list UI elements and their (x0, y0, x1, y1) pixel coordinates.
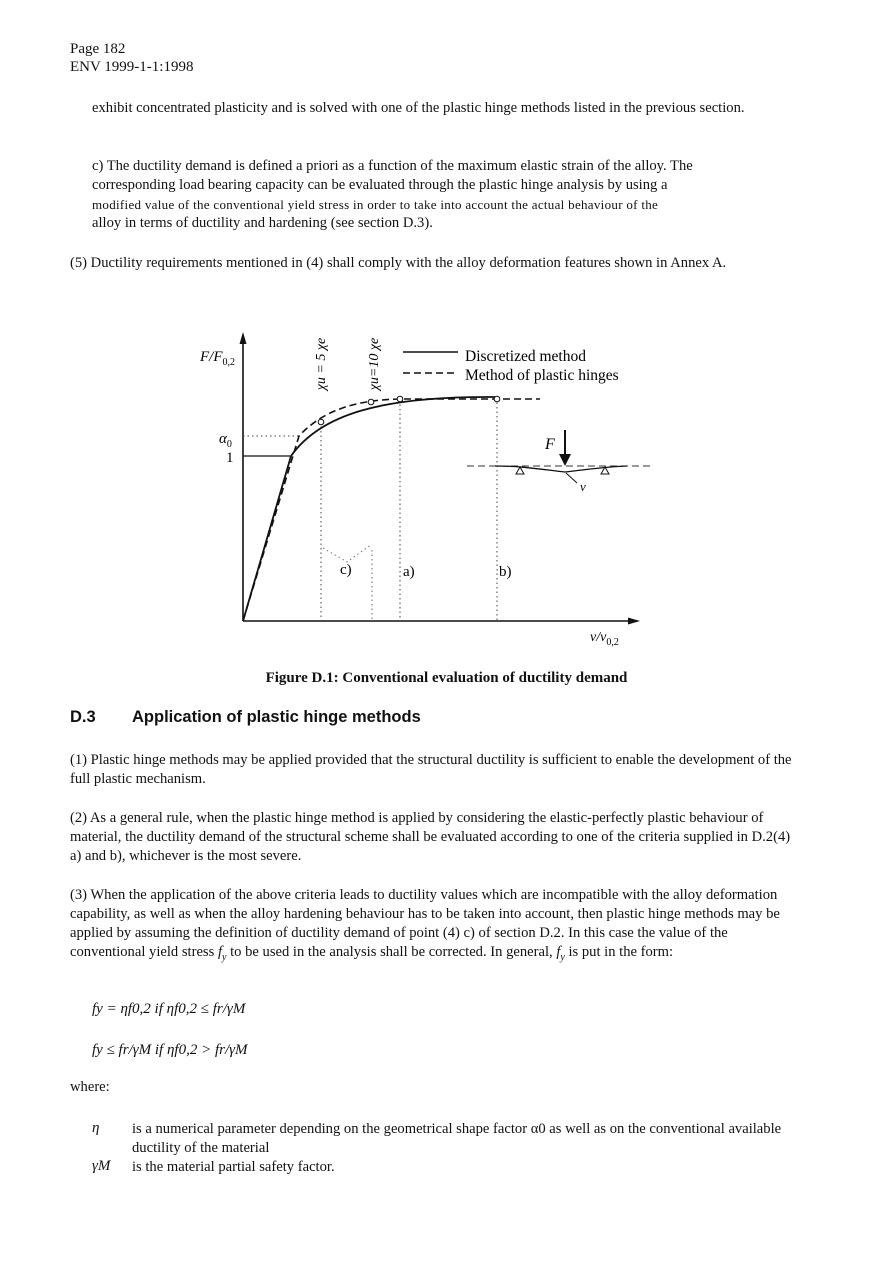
legend-solid-text: Discretized method (465, 348, 586, 365)
continued-paragraph: exhibit concentrated plasticity and is solved with one of the plastic hinge methods listed in the previous section. (92, 100, 745, 116)
mark-a: a) (403, 564, 415, 580)
paragraph-c-line: c) The ductility demand is defined a priori as a function of the maximum elastic strain of the alloy. The (92, 158, 693, 174)
mark-b: b) (499, 564, 512, 580)
definition-symbol: γM (92, 1158, 111, 1174)
paragraph-c-line: alloy in terms of ductility and hardening (see section D.3). (92, 215, 433, 231)
chi5-label: χu = 5 χe (314, 337, 329, 391)
body-paragraph-2: (2) As a general rule, when the plastic hinge method is applied by considering the elastic-perfectly plastic behaviour of material, the ductility demand of the structural scheme shall be evaluated according to one of the criteria supplied in D.2(4) a) and b), whichever is the most severe. (70, 810, 791, 864)
body-paragraph-3-part: is put in the form: (564, 944, 674, 960)
curve-marker (494, 396, 500, 402)
ductility-figure (0, 300, 893, 700)
section-title: Application of plastic hinge methods (132, 708, 421, 726)
equation-2: fy ≤ fr/γM if ηf0,2 > fr/γM (92, 1042, 248, 1058)
deflection-pointer (566, 473, 577, 483)
force-arrow-icon (559, 454, 571, 466)
y-axis-label: $F/F_{0,2}$ (200, 349, 235, 368)
paragraph-5: (5) Ductility requirements mentioned in (4) shall comply with the alloy deformation features shown in Annex A. (70, 255, 727, 271)
section-number: D.3 (70, 708, 96, 726)
body-paragraph-3: (3) When the application of the above criteria leads to ductility values which are incompatible with the alloy deformation capability, as well as when the alloy hardening behaviour has to be taken into account, then plastic hinge methods may be applied by assuming the definition of ductility demand of point (4) c) of section D.2. In this case the value of the conventional yield stress $f_y$ to be used in the analysis shall be corrected. In general, $f_y$ is put in the form: (70, 887, 780, 963)
curve-marker (397, 396, 403, 402)
figure-caption: Figure D.1: Conventional evaluation of ductility demand (265, 670, 628, 686)
where-label: where: (70, 1079, 110, 1095)
alpha0-label: $\alpha_0$ (219, 431, 232, 450)
plastic-hinges-curve (243, 399, 540, 621)
x-axis-arrow (628, 618, 640, 625)
curve-marker (318, 419, 324, 425)
equation-1: fy = ηf0,2 if ηf0,2 ≤ fr/γM (92, 1001, 246, 1017)
legend-dashed-text: Method of plastic hinges (465, 367, 619, 384)
force-label: F (545, 436, 555, 453)
body-paragraph-3-part: to be used in the analysis shall be corrected. In general, (226, 944, 557, 960)
body-paragraph-1: (1) Plastic hinge methods may be applied provided that the structural ductility is sufficient to enable the development of the full plastic mechanism. (70, 752, 792, 787)
left-support-icon (516, 467, 524, 474)
mark-c: c) (340, 562, 352, 578)
standard-code: ENV 1999-1-1:1998 (70, 59, 194, 75)
body-paragraph-3-part: (3) When the application of the above criteria leads to ductility values which are incompatible with the alloy deformation capability, as well as when the alloy hardening behaviour has to be taken into account, then plastic hinge methods may be applied by assuming the definition of ductility demand of point (4) c) of section D.2. In this case the value of the conventional yield stress (70, 887, 780, 960)
chi10-label: χu=10 χe (367, 337, 382, 391)
curve-marker (368, 399, 374, 405)
one-label: 1 (226, 450, 234, 466)
page-number: Page 182 (70, 41, 126, 57)
x-axis-label: $v/v_{0,2}$ (590, 630, 619, 648)
paragraph-c-line: modified value of the conventional yield stress in order to take into account the actual behaviour of the (92, 197, 659, 212)
c-bracket (323, 544, 372, 562)
section-heading (70, 708, 421, 727)
paragraph-c-line: corresponding load bearing capacity can be evaluated through the plastic hinge analysis by using a (92, 177, 668, 193)
discretized-method-curve (243, 397, 495, 621)
definition-text: is the material partial safety factor. (132, 1159, 335, 1175)
definition-text: is a numerical parameter depending on the geometrical shape factor α0 as well as on the conventional available ductility of the material (132, 1121, 782, 1156)
y-axis-arrow (240, 332, 247, 344)
definition-symbol: η (92, 1120, 100, 1136)
paragraph-c (92, 157, 802, 233)
deflection-label: v (580, 479, 586, 494)
